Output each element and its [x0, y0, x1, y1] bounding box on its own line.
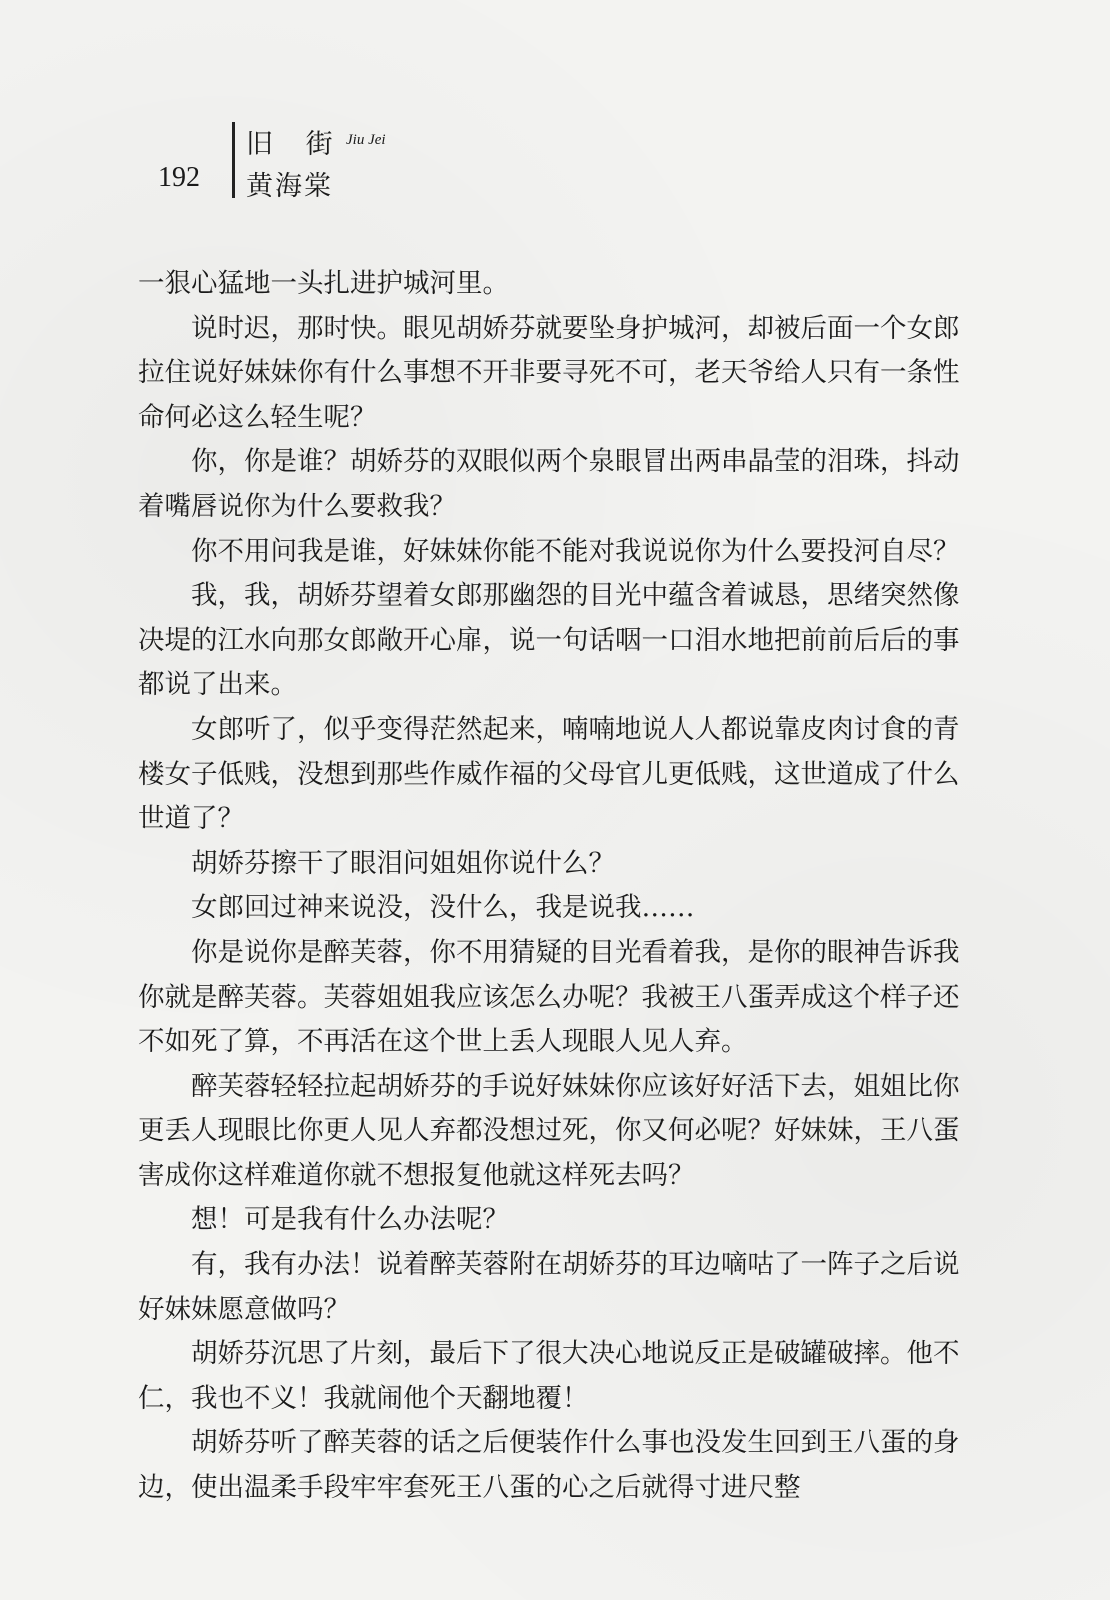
book-title-roman: Jiu Jei [346, 132, 386, 148]
paragraph: 醉芙蓉轻轻拉起胡娇芬的手说好妹妹你应该好好活下去，姐姐比你更丢人现眼比你更人见人弃都没想过死，你又何必呢？好妹妹，王八蛋害成你这样难道你就不想报复他就这样死去吗？ [138, 1070, 960, 1191]
paragraph: 胡娇芬擦干了眼泪问姐姐你说什么？ [191, 847, 615, 879]
header-divider [232, 122, 235, 198]
paragraph: 女郎回过神来说没，没什么，我是说我…… [191, 892, 695, 924]
book-subtitle: 黄海棠 [246, 171, 333, 202]
paragraph: 你是说你是醉芙蓉，你不用猜疑的目光看着我，是你的眼神告诉我你就是醉芙蓉。芙蓉姐姐我应该怎么办呢？我被王八蛋弄成这个样子还不如死了算，不再活在这个世上丢人现眼人见人弃。 [138, 936, 960, 1058]
paragraph: 一狠心猛地一头扎进护城河里。 [138, 268, 509, 299]
paragraph: 想！可是我有什么办法呢？ [191, 1204, 509, 1236]
paragraph: 有，我有办法！说着醉芙蓉附在胡娇芬的耳边嘀咕了一阵子之后说好妹妹愿意做吗？ [138, 1249, 960, 1325]
paragraph: 胡娇芬沉思了片刻，最后下了很大决心地说反正是破罐破摔。他不仁，我也不义！我就闹他个天翻地覆！ [138, 1338, 960, 1414]
paragraph: 你不用问我是谁，好妹妹你能不能对我说说你为什么要投河自尽？ [191, 535, 960, 567]
paragraph: 女郎听了，似乎变得茫然起来，喃喃地说人人都说靠皮肉讨食的青楼女子低贱，没想到那些作威作福的父母官儿更低贱，这世道成了什么世道了？ [138, 713, 960, 835]
paragraph: 说时迟，那时快。眼见胡娇芬就要坠身护城河，却被后面一个女郎拉住说好妹妹你有什么事想不开非要寻死不可，老天爷给人只有一条性命何必这么轻生呢？ [138, 312, 960, 433]
paragraph: 我，我，胡娇芬望着女郎那幽怨的目光中蕴含着诚恳，思绪突然像决堤的江水向那女郎敞开心扉，说一句话咽一口泪水地把前前后后的事都说了出来。 [138, 580, 960, 701]
page-number: 192 [158, 162, 200, 193]
body-text [138, 262, 962, 1511]
running-header [150, 118, 550, 208]
book-title: 旧 街 [246, 129, 345, 160]
paragraph: 你，你是谁？胡娇芬的双眼似两个泉眼冒出两串晶莹的泪珠，抖动着嘴唇说你为什么要救我？ [138, 446, 960, 522]
paragraph: 胡娇芬听了醉芙蓉的话之后便装作什么事也没发生回到王八蛋的身边，使出温柔手段牢牢套死王八蛋的心之后就得寸进尺整 [138, 1427, 960, 1504]
